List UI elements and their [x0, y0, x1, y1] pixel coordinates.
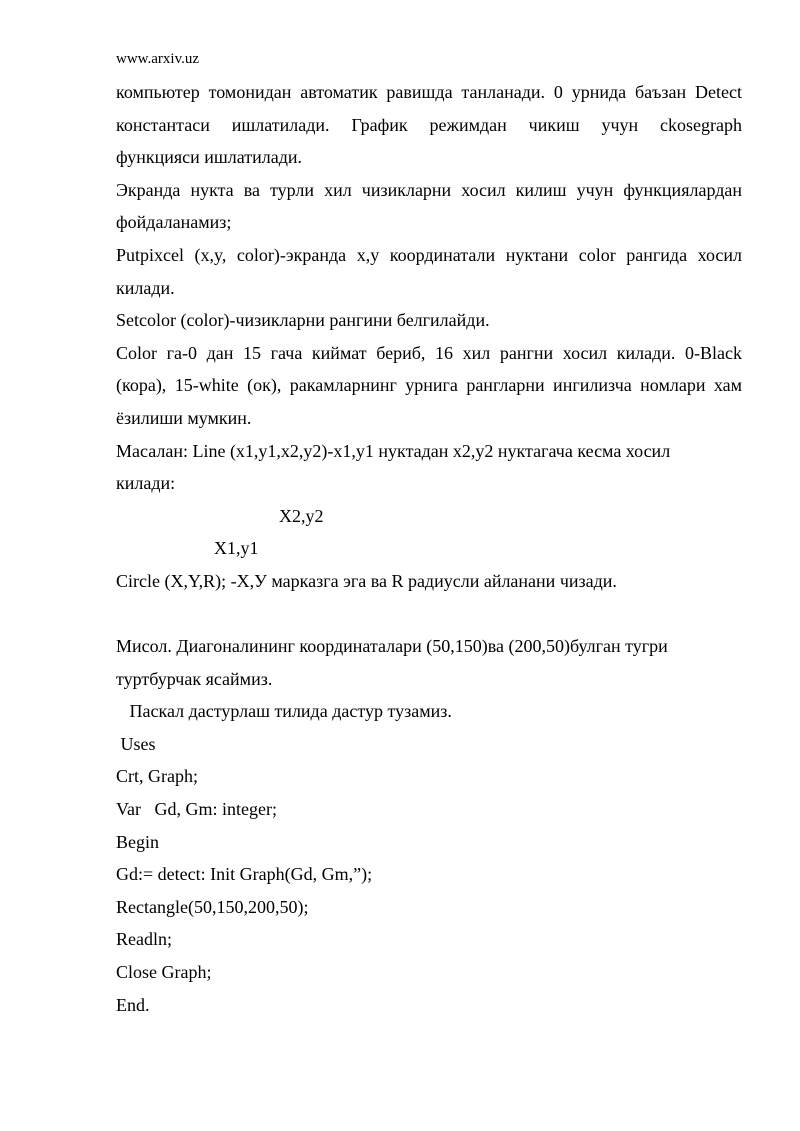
- paragraph-line: (кора), 15-white (ок), ракамларнинг урнига рангларни ингилизча номлари хам: [116, 375, 742, 396]
- paragraph-line: ёзилиши мумкин.: [116, 407, 252, 428]
- coordinate-label-x2y2: X2,y2: [279, 505, 324, 526]
- paragraph-line: компьютер томонидан автоматик равишда танланади. 0 урнида баъзан Detect: [116, 82, 742, 102]
- paragraph-line: Setcolor (color)-чизикларни рангини белгилайди.: [116, 310, 490, 331]
- code-line: Close Graph;: [116, 962, 212, 983]
- code-line: Rectangle(50,150,200,50);: [116, 896, 309, 917]
- paragraph-line: Масалан: Line (x1,y1,x2,y2)-x1,y1 нуктадан x2,y2 нуктагача кесма хосил: [116, 440, 671, 461]
- header-url: www.arxiv.uz: [116, 51, 200, 67]
- paragraph-line: килади:: [116, 473, 176, 494]
- code-line: Readln;: [116, 929, 172, 950]
- paragraph-line: Паскал дастурлаш тилида дастур тузамиз.: [116, 701, 452, 722]
- code-line: Uses: [116, 733, 156, 754]
- code-line: Var Gd, Gm: integer;: [116, 799, 277, 820]
- coordinate-label-x1y1: X1,y1: [214, 538, 259, 559]
- paragraph-line: Circle (X,Y,R); -X,У марказга эга ва R радиусли айланани чизади.: [116, 570, 617, 591]
- paragraph-line: Putpixcel (x,y, color)-экранда x,у координатали нуктани color рангида хосил: [116, 244, 742, 265]
- paragraph-line: Экранда нукта ва турли хил чизикларни хосил килиш учун функциялардан: [116, 179, 742, 200]
- blank-line: [116, 598, 742, 631]
- paragraph-line: функцияси ишлатилади.: [116, 147, 303, 168]
- paragraph-line: фойдаланамиз;: [116, 212, 232, 233]
- code-line: End.: [116, 994, 150, 1015]
- paragraph-line: Color га-0 дан 15 гача киймат бериб, 16 хил рангни хосил килади. 0-Black: [116, 342, 742, 363]
- code-line: Crt, Graph;: [116, 766, 198, 787]
- code-line: Gd:= detect: Init Graph(Gd, Gm,”);: [116, 864, 373, 885]
- paragraph-line: константаси ишлатилади. График режимдан чикиш учун ckosegraph: [116, 114, 742, 135]
- paragraph-line: килади.: [116, 277, 175, 298]
- paragraph-line: туртбурчак ясаймиз.: [116, 668, 273, 689]
- code-line: Begin: [116, 831, 159, 852]
- paragraph-line: Мисол. Диагоналининг координаталари (50,150)ва (200,50)булган тугри: [116, 636, 668, 657]
- document-body: [116, 76, 742, 1021]
